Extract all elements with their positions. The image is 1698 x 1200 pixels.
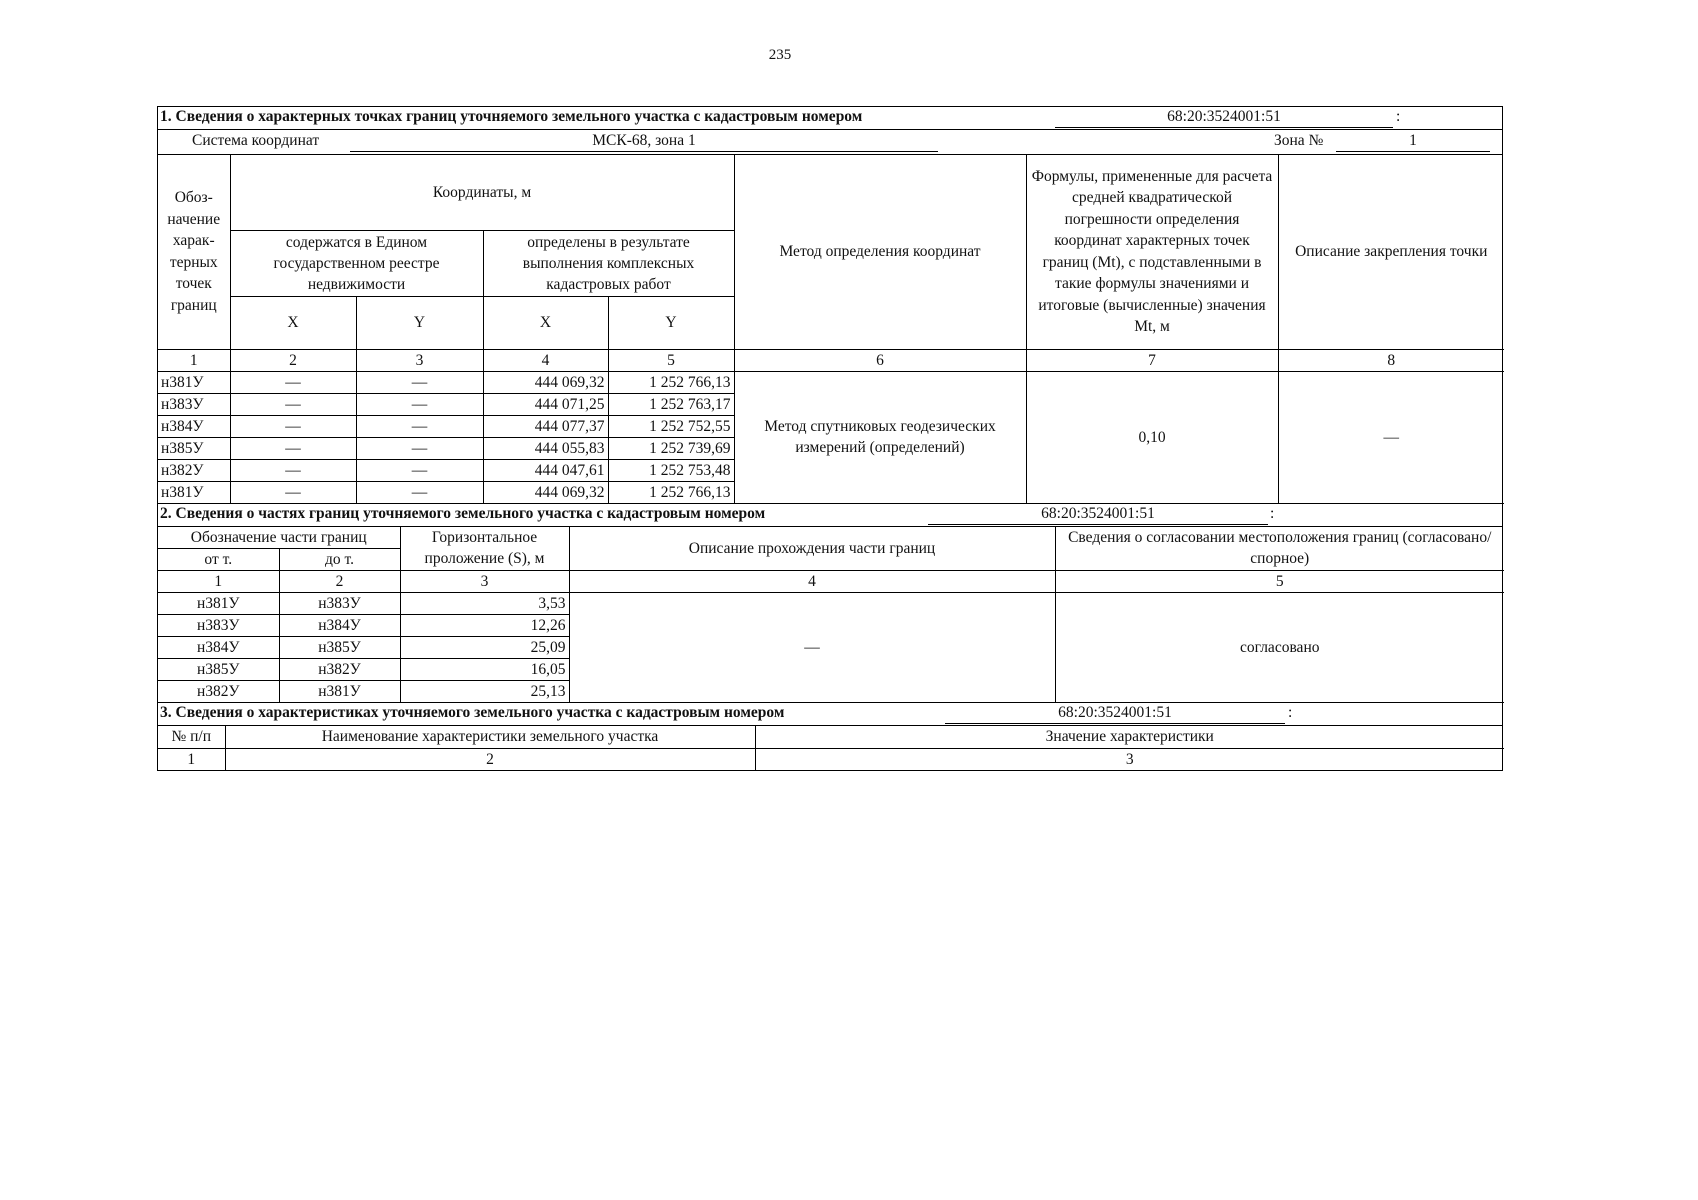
header-description: Описание прохождения части границ [569,527,1055,571]
section2-colon: : [1270,504,1275,522]
col-number: 1 [158,748,225,770]
header-egrn-x: X [230,296,356,349]
section1-cadastral-number: 68:20:3524001:51 [1055,108,1393,128]
header-part: Обозначение части границ [158,527,400,549]
point-cell: н381У [158,481,230,503]
header-to: до т. [279,549,400,571]
header-complex-x: X [483,296,608,349]
agreement-value: согласовано [1055,593,1504,703]
description-value: — [569,593,1055,703]
from-cell: н382У [158,681,279,703]
col-number: 8 [1278,349,1504,371]
section3-table [158,726,1504,770]
coord-system-label: Система координат [192,132,320,149]
coord-system-value: МСК-68, зона 1 [350,132,938,152]
header-complex-y: Y [608,296,734,349]
col-number: 3 [755,748,1504,770]
distance-cell: 25,13 [400,681,569,703]
point-cell: н383У [158,393,230,415]
egrn-x-cell: — [230,415,356,437]
from-cell: н381У [158,593,279,615]
header-agreement: Сведения о согласовании местоположения границ (согласовано/спорное) [1055,527,1504,571]
section3-title: 3. Сведения о характеристиках уточняемого земельного участка с кадастровым номером [160,704,785,721]
col-number: 5 [608,349,734,371]
y-cell: 1 252 766,13 [608,371,734,393]
header-from: от т. [158,549,279,571]
section1-colon: : [1396,108,1401,125]
point-cell: н382У [158,459,230,481]
header-point-designation: Обоз- начение харак- терных точек границ [158,155,230,349]
col-number: 4 [569,571,1055,593]
section3-title-bar [158,703,1502,726]
x-cell: 444 055,83 [483,437,608,459]
cadastral-sheet [157,106,1503,771]
y-cell: 1 252 763,17 [608,393,734,415]
egrn-y-cell: — [356,393,483,415]
section1-column-numbers [158,349,1504,371]
egrn-x-cell: — [230,371,356,393]
header-name: Наименование характеристики земельного участка [225,726,755,748]
egrn-x-cell: — [230,393,356,415]
y-cell: 1 252 752,55 [608,415,734,437]
header-egrn: содержатся в Едином государственном реестре недвижимости [230,230,483,296]
distance-cell: 3,53 [400,593,569,615]
section1-title-bar [158,107,1502,130]
egrn-y-cell: — [356,415,483,437]
col-number: 3 [400,571,569,593]
section3-cadastral-number: 68:20:3524001:51 [945,704,1285,724]
point-cell: н381У [158,371,230,393]
section2-table [158,527,1504,704]
section3-column-numbers [158,748,1504,770]
from-cell: н385У [158,659,279,681]
egrn-y-cell: — [356,459,483,481]
col-number: 3 [356,349,483,371]
col-number: 2 [279,571,400,593]
x-cell: 444 077,37 [483,415,608,437]
y-cell: 1 252 739,69 [608,437,734,459]
header-method: Метод определения координат [734,155,1026,349]
header-formulas: Формулы, примененные для расчета средней квадратической погрешности определения координат характерных точек границ (Mt), с подставленными в такие формулы значениями и итоговые (вычисленные) значения Mt, м [1026,155,1278,349]
col-number: 1 [158,571,279,593]
point-cell: н385У [158,437,230,459]
x-cell: 444 047,61 [483,459,608,481]
y-cell: 1 252 766,13 [608,481,734,503]
mt-value: 0,10 [1026,371,1278,503]
x-cell: 444 069,32 [483,371,608,393]
header-num: № п/п [158,726,225,748]
distance-cell: 12,26 [400,615,569,637]
table-row [158,371,1504,393]
zone-value: 1 [1336,132,1490,152]
col-number: 5 [1055,571,1504,593]
x-cell: 444 069,32 [483,481,608,503]
section2-title: 2. Сведения о частях границ уточняемого земельного участка с кадастровым номером [160,504,766,522]
egrn-y-cell: — [356,371,483,393]
col-number: 2 [230,349,356,371]
x-cell: 444 071,25 [483,393,608,415]
egrn-y-cell: — [356,437,483,459]
to-cell: н381У [279,681,400,703]
section2-title-bar [158,504,1502,527]
section1-table [158,155,1504,504]
header-fixing: Описание закрепления точки [1278,155,1504,349]
zone-label: Зона № [1274,132,1324,149]
col-number: 7 [1026,349,1278,371]
method-value: Метод спутниковых геодезических измерений (определений) [734,371,1026,503]
fixing-value: — [1278,371,1504,503]
from-cell: н384У [158,637,279,659]
section2-cadastral-number: 68:20:3524001:51 [928,505,1268,525]
y-cell: 1 252 753,48 [608,459,734,481]
egrn-x-cell: — [230,459,356,481]
page-number: 235 [768,47,792,63]
col-number: 4 [483,349,608,371]
section1-title: 1. Сведения о характерных точках границ уточняемого земельного участка с кадастровым номером [160,108,863,125]
distance-cell: 16,05 [400,659,569,681]
col-number: 2 [225,748,755,770]
to-cell: н383У [279,593,400,615]
egrn-y-cell: — [356,481,483,503]
coord-system-bar [158,130,1502,155]
header-complex: определены в результате выполнения комплексных кадастровых работ [483,230,734,296]
to-cell: н382У [279,659,400,681]
table-row [158,593,1504,615]
col-number: 6 [734,349,1026,371]
distance-cell: 25,09 [400,637,569,659]
egrn-x-cell: — [230,437,356,459]
header-coordinates: Координаты, м [230,155,734,230]
header-distance: Горизонтальное проложение (S), м [400,527,569,571]
section2-column-numbers [158,571,1504,593]
point-cell: н384У [158,415,230,437]
header-value: Значение характеристики [755,726,1504,748]
header-egrn-y: Y [356,296,483,349]
to-cell: н384У [279,615,400,637]
egrn-x-cell: — [230,481,356,503]
from-cell: н383У [158,615,279,637]
section3-colon: : [1288,704,1293,721]
to-cell: н385У [279,637,400,659]
col-number: 1 [158,349,230,371]
